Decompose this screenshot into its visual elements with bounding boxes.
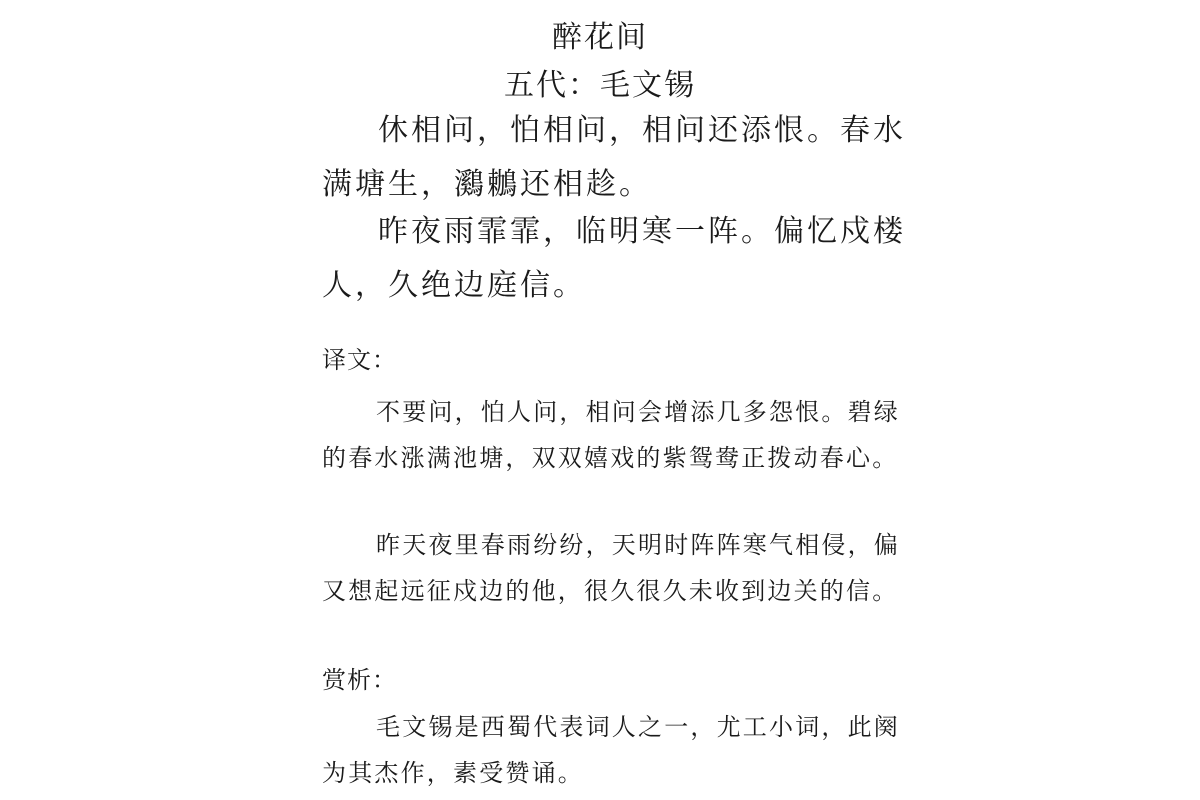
appreciation-heading: 赏析： (322, 668, 397, 694)
translation-paragraph-2: 昨天夜里春雨纷纷，天明时阵阵寒气相侵，偏又想起远征戍边的他，很久很久未收到边关的信。 (322, 533, 900, 605)
appreciation-paragraph-1: 毛文锡是西蜀代表词人之一，尤工小词，此阕为其杰作，素受赞诵。 (322, 715, 900, 787)
poem-stanza-2: 昨夜雨霏霏，临明寒一阵。偏忆戍楼人，久绝边庭信。 (322, 214, 906, 303)
poem-author: 五代：毛文锡 (504, 68, 696, 103)
translation-paragraph-1: 不要问，怕人问，相问会增添几多怨恨。碧绿的春水涨满池塘，双双嬉戏的紫鸳鸯正拨动春心。 (322, 400, 900, 472)
poem-title: 醉花间 (552, 20, 648, 55)
poem-stanza-1: 休相问，怕相问，相问还添恨。春水满塘生，鸂鶒还相趁。 (322, 113, 906, 202)
translation-heading: 译文： (322, 348, 397, 374)
